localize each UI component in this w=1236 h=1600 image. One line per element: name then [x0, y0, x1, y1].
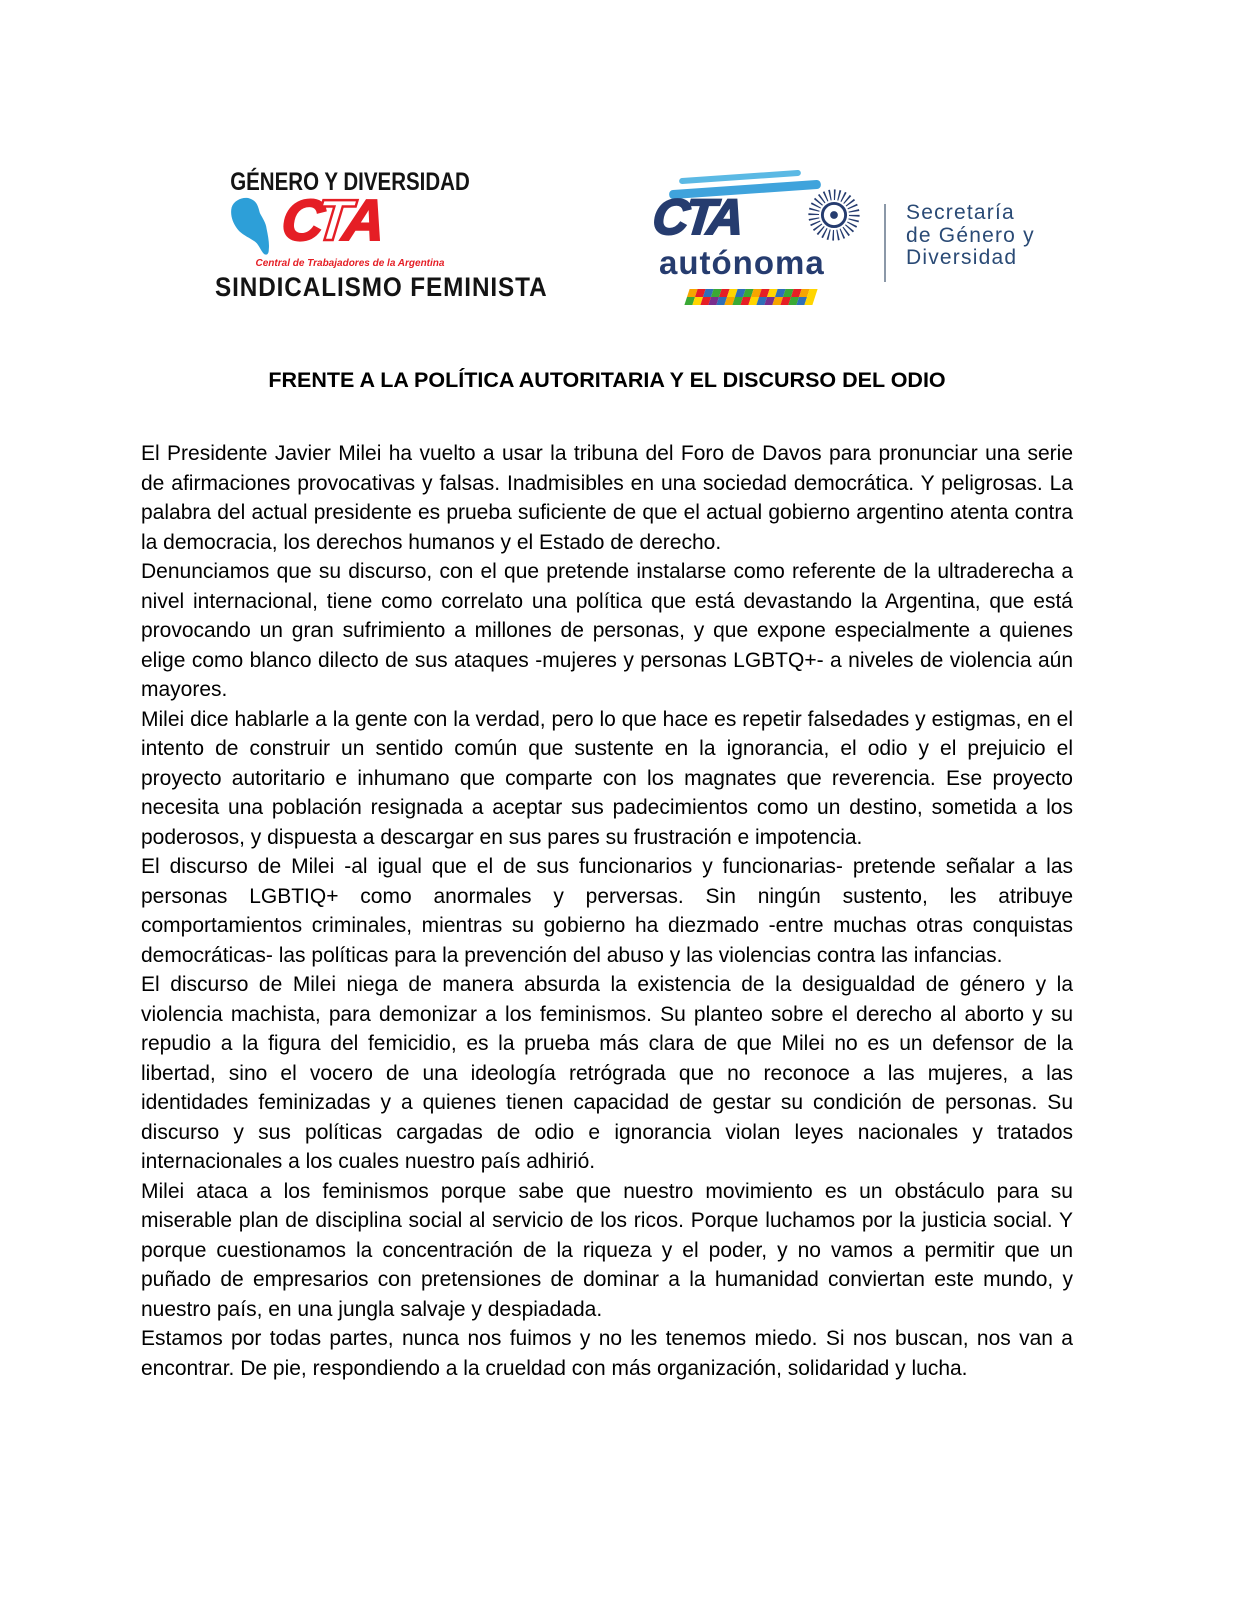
paragraph-2: Denunciamos que su discurso, con el que pretende instalarse como referente de la ultraderecha a nivel internacional, tiene como correlato una política que está devastando la Argentina, que está provocando un gran sufrimiento a millones de personas, y que expone especialmente a quienes elige como blanco dilecto de sus ataques -mujeres y personas LGBTQ+- a niveles de violencia aún mayores.	[141, 560, 1073, 701]
paragraph-1: El Presidente Javier Milei ha vuelto a usar la tribuna del Foro de Davos para pronunciar una serie de afirmaciones provocativas y falsas. Inadmisibles en una sociedad democrática. Y peligrosas. La palabra del actual presidente es prueba suficiente de que el actual gobierno argentino atenta contra la democracia, los derechos humanos y el Estado de derecho.	[141, 442, 1073, 554]
secretaria-line: Diversidad	[906, 246, 1018, 269]
paragraph-7: Estamos por todas partes, nunca nos fuimos y no les tenemos miedo. Si nos buscan, nos van a encontrar. De pie, respondiendo a la crueldad con más organización, solidaridad y lucha.	[141, 1327, 1073, 1380]
wiphala-stripe	[684, 289, 817, 305]
paragraph-5: El discurso de Milei niega de manera absurda la existencia de la desigualdad de género y la violencia machista, para demonizar a los feminismos. Su planteo sobre el derecho al aborto y su repudio a la figura del femicidio, es la prueba más clara de que Milei no es un defensor de la libertad, sino el vocero de una ideología retrógrada que no reconoce a las mujeres, a las identidades feminizadas y a quienes tienen capacidad de gestar su condición de personas. Su discurso y sus políticas cargadas de odio e ignorancia violan leyes nacionales y tratados internacionales a los cuales nuestro país adhirió.	[141, 973, 1073, 1173]
logo-left-top-text: GÉNERO Y DIVERSIDAD	[230, 168, 470, 196]
cta-letter-c: C	[278, 188, 323, 253]
secretaria-line: de Género y	[906, 223, 1035, 247]
autonoma-wordmark: autónoma	[659, 244, 825, 281]
document-title: FRENTE A LA POLÍTICA AUTORITARIA Y EL DISCURSO DEL ODIO	[268, 368, 946, 392]
cta-autonoma-logo	[645, 172, 895, 305]
paragraph-3: Milei dice hablarle a la gente con la verdad, pero lo que hace es repetir falsedades y estigmas, en el intento de construir un sentido común que sustente en la ignorancia, el odio y el prejuicio el proyecto autoritario e inhumano que comparte con los magnates que reverencia. Ese proyecto necesita una población resignada a aceptar sus padecimientos como un destino, sometida a los poderosos, y dispuesta a descargar en sus pares su frustración e impotencia.	[141, 707, 1073, 849]
cta-red-wordmark	[278, 187, 383, 254]
secretaria-title	[906, 202, 1035, 270]
logo-divider	[884, 204, 886, 282]
south-america-icon	[230, 193, 282, 259]
logo-left-bottom-text: SINDICALISMO FEMINISTA	[215, 272, 548, 302]
paragraph-4: El discurso de Milei -al igual que el de sus funcionarios y funcionarias- pretende señalar a las personas LGBTIQ+ como anormales y perversas. Sin ningún sustento, les atribuye comportamientos criminales, mientras su gobierno ha diezmado -entre muchas otras conquistas democráticas- las políticas para la prevención del abuso y las violencias contra las infancias.	[141, 855, 1073, 967]
cta-letter-t: T	[312, 188, 350, 253]
cta-letter-a: A	[339, 188, 384, 253]
paragraph-6: Milei ataca a los feminismos porque sabe que nuestro movimiento es un obstáculo para su miserable plan de disciplina social al servicio de los ricos. Porque luchamos por la justicia social. Y porque cuestionamos la concentración de la riqueza y el poder, y no vamos a permitir que un puñado de empresarios con pretensiones de dominar a la humanidad conviertan este mundo, y nuestro país, en una jungla salvaje y despiadada.	[141, 1179, 1073, 1321]
logo-left-subtitle: Central de Trabajadores de la Argentina	[255, 258, 445, 269]
logo-left-emblem	[200, 188, 500, 255]
document-body	[141, 368, 1073, 1383]
secretaria-line: Secretaría	[906, 201, 1015, 224]
cta-navy-wordmark: CTA	[650, 189, 744, 245]
sun-icon	[805, 186, 863, 244]
cta-genero-diversidad-logo	[200, 168, 548, 303]
